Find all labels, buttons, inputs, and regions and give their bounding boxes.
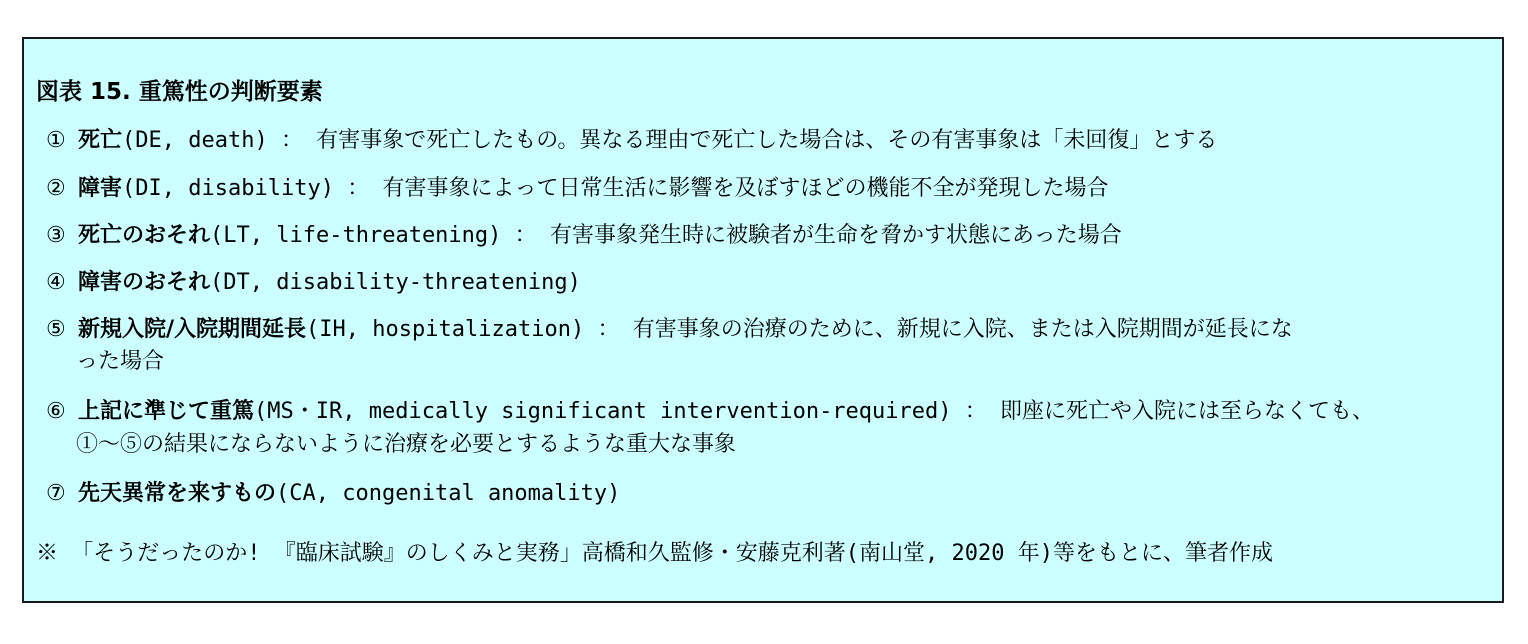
item-number: ⑦ bbox=[46, 481, 66, 506]
figure-box bbox=[22, 37, 1504, 603]
item-number: ③ bbox=[46, 223, 66, 248]
item-number: ② bbox=[46, 176, 66, 201]
list-item bbox=[46, 312, 1293, 348]
item-term: 新規入院/入院期間延長 bbox=[78, 317, 307, 342]
list-item bbox=[46, 476, 620, 512]
item-abbr: (LT, life-threatening) bbox=[210, 223, 502, 248]
item-term: 障害のおそれ bbox=[78, 270, 211, 295]
item-abbr: (CA, congenital anomality) bbox=[276, 481, 621, 506]
item-abbr: (DT, disability-threatening) bbox=[210, 270, 581, 295]
list-item bbox=[46, 171, 1108, 207]
item-term: 死亡 bbox=[78, 128, 123, 153]
item-number: ④ bbox=[46, 270, 66, 295]
item-description: 有害事象によって日常生活に影響を及ぼすほどの機能不全が発現した場合 bbox=[382, 176, 1109, 201]
item-separator: ： bbox=[514, 223, 537, 248]
item-number: ⑤ bbox=[46, 317, 66, 342]
item-abbr: (DI, disability) bbox=[122, 176, 334, 201]
item-description: 有害事象の治療のために、新規に入院、または入院期間が延長にな bbox=[632, 317, 1293, 342]
item-separator: ： bbox=[597, 317, 620, 342]
item-term: 上記に準じて重篤 bbox=[78, 399, 255, 424]
list-item bbox=[46, 218, 1122, 254]
item-description: 有害事象で死亡したもの。異なる理由で死亡した場合は、その有害事象は「未回復」とする bbox=[316, 128, 1218, 153]
figure-title: 図表 15. 重篤性の判断要素 bbox=[36, 79, 323, 105]
item-abbr: (DE, death) bbox=[122, 128, 268, 153]
item-term: 死亡のおそれ bbox=[78, 223, 211, 248]
item-number: ① bbox=[46, 128, 66, 153]
list-item bbox=[46, 394, 1374, 430]
item-separator: ： bbox=[280, 128, 303, 153]
item-number: ⑥ bbox=[46, 399, 66, 424]
item-description: 即座に死亡や入院には至らなくても、 bbox=[1000, 399, 1375, 424]
item-description-continued: った場合 bbox=[76, 349, 165, 374]
item-term: 障害 bbox=[78, 176, 123, 201]
item-separator: ： bbox=[347, 176, 370, 201]
item-abbr: (IH, hospitalization) bbox=[306, 317, 585, 342]
item-abbr: (MS・IR, medically significant intervention-required) bbox=[254, 399, 952, 424]
list-item bbox=[46, 265, 581, 301]
item-separator: ： bbox=[964, 399, 987, 424]
item-term: 先天異常を来すもの bbox=[78, 481, 277, 506]
item-description: 有害事象発生時に被験者が生命を脅かす状態にあった場合 bbox=[549, 223, 1122, 248]
item-description-continued: ①～⑤の結果にならないように治療を必要とするような重大な事象 bbox=[76, 432, 737, 457]
source-note: ※ 「そうだったのか! 『臨床試験』のしくみと実務」高橋和久監修・安藤克利著(南山堂, 2020 年)等をもとに、筆者作成 bbox=[36, 541, 1273, 566]
list-item bbox=[46, 123, 1217, 159]
